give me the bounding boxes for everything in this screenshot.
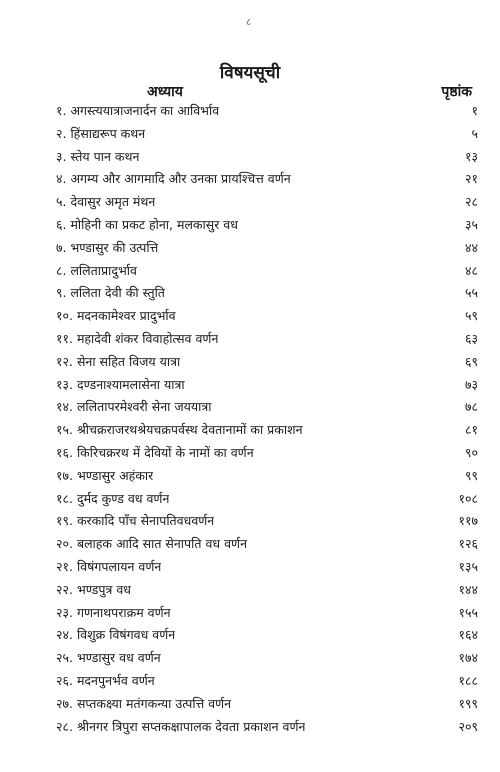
toc-entry: [56, 168, 478, 191]
toc-entry: [56, 465, 478, 488]
toc-entry: [56, 716, 478, 739]
toc-entry-page: १५५: [458, 604, 478, 620]
toc-entry: [56, 670, 478, 693]
toc-entry: [56, 191, 478, 214]
toc-entry: [56, 602, 478, 625]
toc-entry-page: २१: [464, 171, 478, 187]
toc-entry-title: १. अगस्त्ययात्राजनार्दन का आविर्भाव: [56, 103, 220, 118]
toc-entry-title: १५. श्रीचक्रराजरथश्रेयचक्रपर्वस्थ देवतानामों का प्रकाशन: [56, 422, 303, 438]
toc-entry: [56, 647, 478, 670]
toc-entry: [56, 305, 478, 328]
toc-entry: [56, 693, 478, 716]
toc-entry-page: १२६: [458, 536, 478, 552]
toc-entry-title: २५. भण्डासुर वध वर्णन: [56, 650, 161, 666]
toc-entry-title: ५. देवासुर अमृत मंथन: [56, 194, 156, 210]
toc-entry-page: ११७: [458, 513, 478, 529]
toc-entry-page: ५९: [464, 308, 478, 324]
toc-entry-title: २४. विशुक्र विषंगवध वर्णन: [56, 627, 176, 643]
toc-entry-title: ९. ललिता देवी की स्तुति: [56, 285, 165, 301]
toc-entry-title: २६. मदनपुनर्भव वर्णन: [56, 672, 155, 688]
toc-entry-title: १०. मदनकामेश्वर प्रादुर्भाव: [56, 308, 176, 324]
toc-entry-title: १३. दण्डनाश्यामलासेना यात्रा: [56, 376, 185, 392]
toc-entry-page: ९०: [464, 444, 478, 460]
toc-entry-title: १८. दुर्मद कुण्ड वध वर्णन: [56, 490, 170, 506]
toc-entry: [56, 442, 478, 465]
toc-entry-page: ९९: [464, 467, 478, 483]
toc-entry-title: १६. किरिचक्ररथ में देवियों के नामों का वर्णन: [56, 444, 254, 460]
toc-entry: [56, 396, 478, 419]
toc-entry-page: ६३: [464, 330, 478, 346]
toc-entry-page: ४८: [464, 262, 478, 278]
toc-entry: [56, 579, 478, 602]
toc-entry-title: १७. भण्डासुर अहंकार: [56, 467, 154, 483]
toc-entry-page: ५५: [464, 285, 478, 301]
toc-entry: [56, 260, 478, 283]
toc-entry-page: ७३: [464, 376, 478, 392]
toc-entry-page: १: [471, 103, 478, 118]
toc-entry-title: १४. ललितापरमेश्वरी सेना जययात्रा: [56, 399, 212, 415]
page-title: विषयसूची: [219, 63, 281, 83]
toc-entry-title: २०. बलाहक आदि सात सेनापति वध वर्णन: [56, 536, 248, 552]
toc-entry-page: ५: [471, 125, 478, 141]
toc-entry-page: ७८: [464, 399, 478, 415]
toc-entry-page: २०९: [458, 718, 478, 734]
toc-entry: [56, 419, 478, 442]
toc-entry: [56, 533, 478, 556]
toc-entry-title: २३. गणनाथपराक्रम वर्णन: [56, 604, 171, 620]
toc-entry-title: २१. विषंगपलायन वर्णन: [56, 558, 162, 574]
toc-entry: [56, 237, 478, 260]
toc-entry-page: १३: [464, 148, 478, 164]
toc-entry: [56, 510, 478, 533]
toc-entry-page: ८१: [464, 422, 478, 438]
toc-entry-page: २८: [464, 194, 478, 210]
toc-entry: [56, 556, 478, 579]
toc-entry-page: १३५: [458, 558, 478, 574]
table-of-contents: [56, 100, 478, 738]
toc-entry: [56, 146, 478, 169]
toc-entry-page: १८८: [458, 672, 478, 688]
toc-entry-title: ११. महादेवी शंकर विवाहोत्सव वर्णन: [56, 330, 219, 346]
toc-entry: [56, 374, 478, 397]
toc-entry-page: ३५: [464, 216, 478, 232]
toc-entry: [56, 123, 478, 146]
toc-entry: [56, 328, 478, 351]
toc-entry-title: ८. ललिताप्रादुर्भाव: [56, 262, 137, 278]
toc-entry-page: १०८: [458, 490, 478, 506]
column-header-page: पृष्ठांक: [441, 84, 472, 100]
toc-entry-page: ६९: [464, 353, 478, 369]
toc-entry-title: १२. सेना सहित विजय यात्रा: [56, 353, 181, 369]
toc-entry: [56, 100, 478, 123]
toc-entry-title: ७. भण्डासुर की उत्पत्ति: [56, 239, 159, 255]
column-header-chapter: अध्याय: [147, 84, 183, 100]
page-top-mark: ८: [246, 17, 252, 28]
toc-entry-page: १६४: [458, 627, 478, 643]
toc-entry-title: २२. भण्डपुत्र वध: [56, 581, 131, 597]
toc-entry-title: २८. श्रीनगर त्रिपुरा सप्तकक्षापालक देवता प्रकाशन वर्णन: [56, 718, 306, 734]
toc-entry-page: १४४: [458, 581, 478, 597]
toc-entry-title: २. हिंसाद्यरूप कथन: [56, 125, 146, 141]
toc-entry-title: २७. सप्तकक्ष्या मतंगकन्या उत्पत्ति वर्णन: [56, 695, 232, 711]
toc-entry: [56, 214, 478, 237]
toc-entry-title: ६. मोहिनी का प्रकट होना, मलकासुर वध: [56, 216, 238, 232]
toc-entry: [56, 488, 478, 511]
toc-entry: [56, 624, 478, 647]
toc-entry-title: ४. अगम्य और आगमादि और उनका प्रायश्चित्त वर्णन: [56, 171, 291, 187]
toc-entry-title: १९. करकादि पाँच सेनापतिवधवर्णन: [56, 513, 215, 529]
toc-entry-page: १९९: [458, 695, 478, 711]
toc-entry-page: ४४: [464, 239, 478, 255]
toc-entry: [56, 351, 478, 374]
toc-entry: [56, 282, 478, 305]
toc-entry-page: १७४: [458, 650, 478, 666]
toc-entry-title: ३. स्तेय पान कथन: [56, 148, 140, 164]
